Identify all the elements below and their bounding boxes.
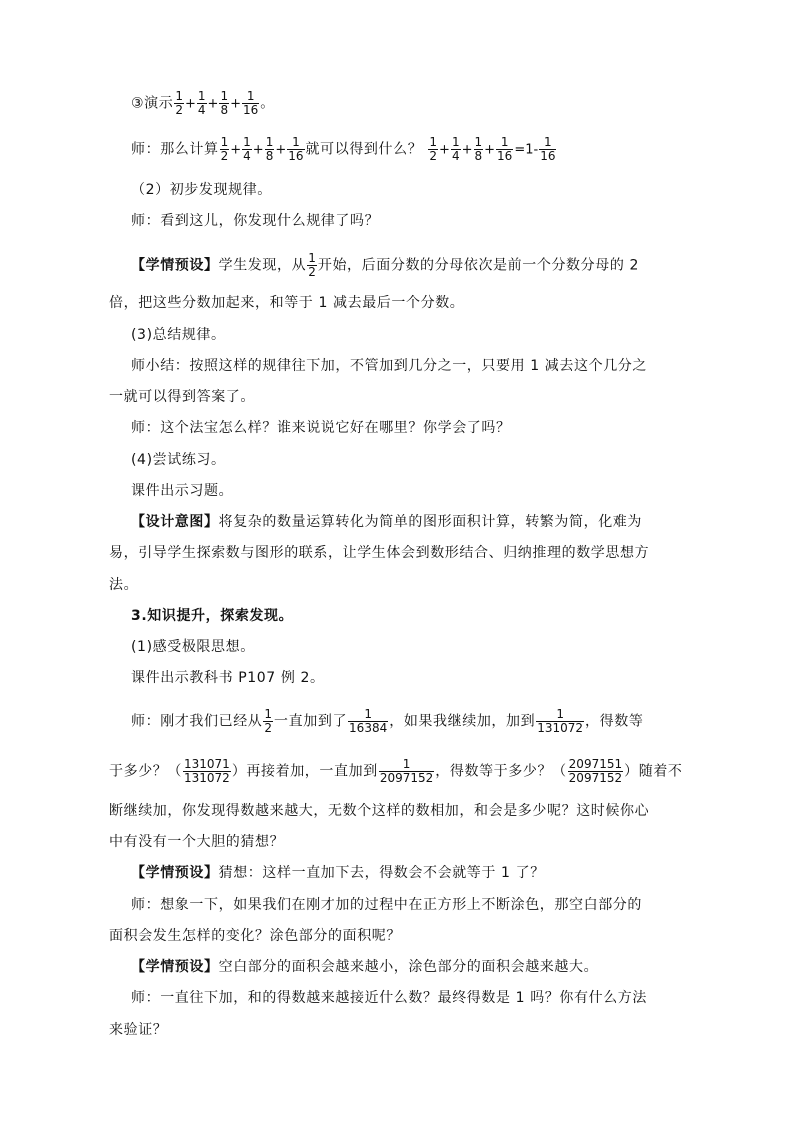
fraction: $\frac{1}{16}$: [243, 89, 259, 117]
fraction: $\frac{1}{2097152}$: [379, 757, 434, 785]
fraction: $\frac{1}{16}$: [540, 135, 556, 163]
fraction: $\frac{1}{8}$: [265, 135, 274, 163]
line-8: 师小结：按照这样的规律往下加，不管加到几分之一，只要用 1 减去这个几分之: [131, 358, 648, 374]
fraction: $\frac{1}{16}$: [497, 135, 513, 163]
tag-label: 【学情预设】: [131, 257, 219, 274]
fraction: $\frac{1}{4}$: [451, 135, 460, 163]
line-28: 来验证？: [109, 1022, 168, 1038]
line-4: 师：看到这儿，你发现什么规律了吗？: [131, 213, 380, 229]
fraction: $\frac{1}{4}$: [243, 135, 251, 163]
fraction: $\frac{1}{2}$: [175, 89, 183, 117]
line-22: 中有没有一个大胆的猜想？: [109, 834, 285, 850]
line-23: 【学情预设】猜想：这样一直加下去，得数会不会就等于 1 了？: [131, 865, 545, 881]
line-17: (1)感受极限思想。: [131, 639, 255, 655]
fraction: $\frac{1}{2}$: [308, 251, 316, 279]
tag-label: 【设计意图】: [131, 514, 219, 530]
fraction: $\frac{1}{2}$: [220, 135, 229, 163]
line-20: 于多少？（ $\frac{131071}{131072}$ ）再接着加，一直加到 $\frac{1}{2097152}$ ，得数等于多少？（ $\frac{2097151}{2097152}$ ）随着不: [109, 757, 683, 785]
line-9: 一就可以得到答案了。: [109, 389, 255, 405]
fraction: $\frac{2097151}{2097152}$: [568, 757, 623, 785]
fraction: $\frac{1}{2}$: [264, 707, 273, 735]
fraction: $\frac{1}{8}$: [474, 135, 483, 163]
tag-label: 【学情预设】: [131, 959, 219, 975]
fraction: $\frac{1}{4}$: [197, 89, 206, 117]
tag-label: 【学情预设】: [131, 865, 219, 881]
fraction: $\frac{131071}{131072}$: [184, 757, 230, 785]
line-21: 断继续加，你发现得数越来越大，无数个这样的数相加，和会是多少呢？这时候你心: [109, 803, 650, 819]
line-10: 师：这个法宝怎么样？谁来说说它好在哪里？你学会了吗？: [131, 420, 511, 436]
fraction: $\frac{1}{16384}$: [349, 707, 388, 735]
fraction: $\frac{1}{16}$: [288, 135, 304, 163]
line-14: 易，引导学生探索数与图形的联系，让学生体会到数形结合、归纳推理的数学思想方: [109, 545, 650, 561]
section-heading: 3.知识提升，探索发现。: [131, 608, 294, 624]
line-24: 师：想象一下，如果我们在刚才加的过程中在正方形上不断涂色，那空白部分的: [131, 897, 642, 913]
line-13: 【设计意图】将复杂的数量运算转化为简单的图形面积计算，转繁为简，化难为: [131, 514, 643, 530]
fraction: $\frac{1}{8}$: [220, 89, 229, 117]
line-3: （2）初步发现规律。: [131, 182, 272, 198]
line-26: 【学情预设】空白部分的面积会越来越小，涂色部分的面积会越来越大。: [131, 959, 599, 975]
line-6: 倍，把这些分数加起来，和等于 1 减去最后一个分数。: [109, 295, 465, 311]
fraction: $\frac{1}{131072}$: [537, 707, 584, 735]
fraction: $\frac{1}{2}$: [429, 135, 438, 163]
line-27: 师：一直往下加，和的得数越来越接近什么数？最终得数是 1 吗？你有什么方法: [131, 990, 648, 1006]
line-5: 【学情预设】学生发现，从 $\frac{1}{2}$ 开始，后面分数的分母依次是前一个分数分母的 2: [131, 251, 640, 279]
line-12: 课件出示习题。: [131, 483, 234, 499]
line-11: (4)尝试练习。: [131, 452, 226, 468]
line-19: 师：刚才我们已经从 $\frac{1}{2}$ 一直加到了 $\frac{1}{16384}$ ，如果我继续加，加到 $\frac{1}{131072}$ ，得数等: [131, 707, 644, 735]
line-7: (3)总结规律。: [131, 327, 226, 343]
line-calc: 师：那么计算 $\frac{1}{2}$ + $\frac{1}{4}$ + $\frac{1}{8}$ + $\frac{1}{16}$ 就可以得到什么？ $\frac{1}{2}$ + $\frac{1}{4}$ + $\frac{1}{8}$ + $\frac{1}{16}$ =1- $\frac{1}{16}$: [131, 135, 556, 163]
line-18: 课件出示教科书 P107 例 2。: [131, 670, 325, 686]
line-15: 法。: [109, 577, 139, 593]
line-demo: ③演示 $\frac{1}{2}$ + $\frac{1}{4}$ + $\frac{1}{8}$ + $\frac{1}{16}$ 。: [131, 89, 275, 117]
line-25: 面积会发生怎样的变化？涂色部分的面积呢？: [109, 928, 401, 944]
